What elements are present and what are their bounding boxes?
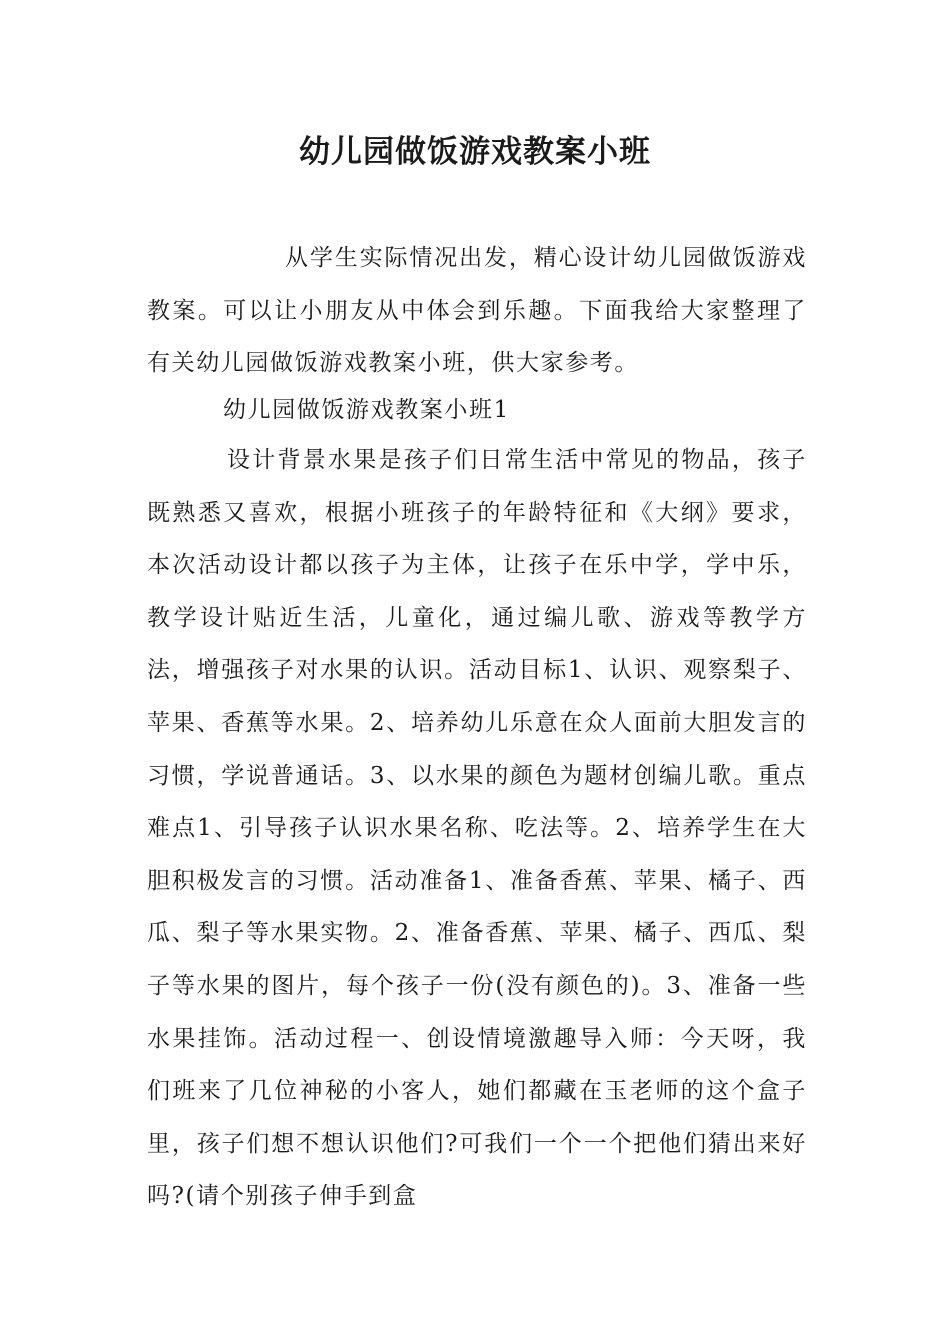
intro-paragraph: 从学生实际情况出发，精心设计幼儿园做饭游戏教案。可以让小朋友从中体会到乐趣。下面我给大家整理了有关幼儿园做饭游戏教案小班，供大家参考。 xyxy=(147,245,807,377)
section-heading: 幼儿园做饭游戏教案小班1 xyxy=(223,397,510,423)
section-body-paragraph: 设计背景水果是孩子们日常生活中常见的物品，孩子既熟悉又喜欢，根据小班孩子的年龄特征和《大纲》要求，本次活动设计都以孩子为主体，让孩子在乐中学，学中乐，教学设计贴近生活，儿童化，通过编儿歌、游戏等教学方法，增强孩子对水果的认识。活动目标1、认识、观察梨子、苹果、香蕉等水果。2、培养幼儿乐意在众人面前大胆发言的习惯，学说普通话。3、以水果的颜色为题材创编儿歌。重点难点1、引导孩子认识水果名称、吃法等。2、培养学生在大胆积极发言的习惯。活动准备1、准备香蕉、苹果、橘子、西瓜、梨子等水果实物。2、准备香蕉、苹果、橘子、西瓜、梨子等水果的图片，每个孩子一份(没有颜色的)。3、准备一些水果挂饰。活动过程一、创设情境激趣导入师：今天呀，我们班来了几位神秘的小客人，她们都藏在玉老师的这个盒子里，孩子们想不想认识他们?可我们一个一个把他们猜出来好吗?(请个别孩子伸手到盒 xyxy=(147,447,807,1210)
document-title: 幼儿园做饭游戏教案小班 xyxy=(299,134,651,170)
